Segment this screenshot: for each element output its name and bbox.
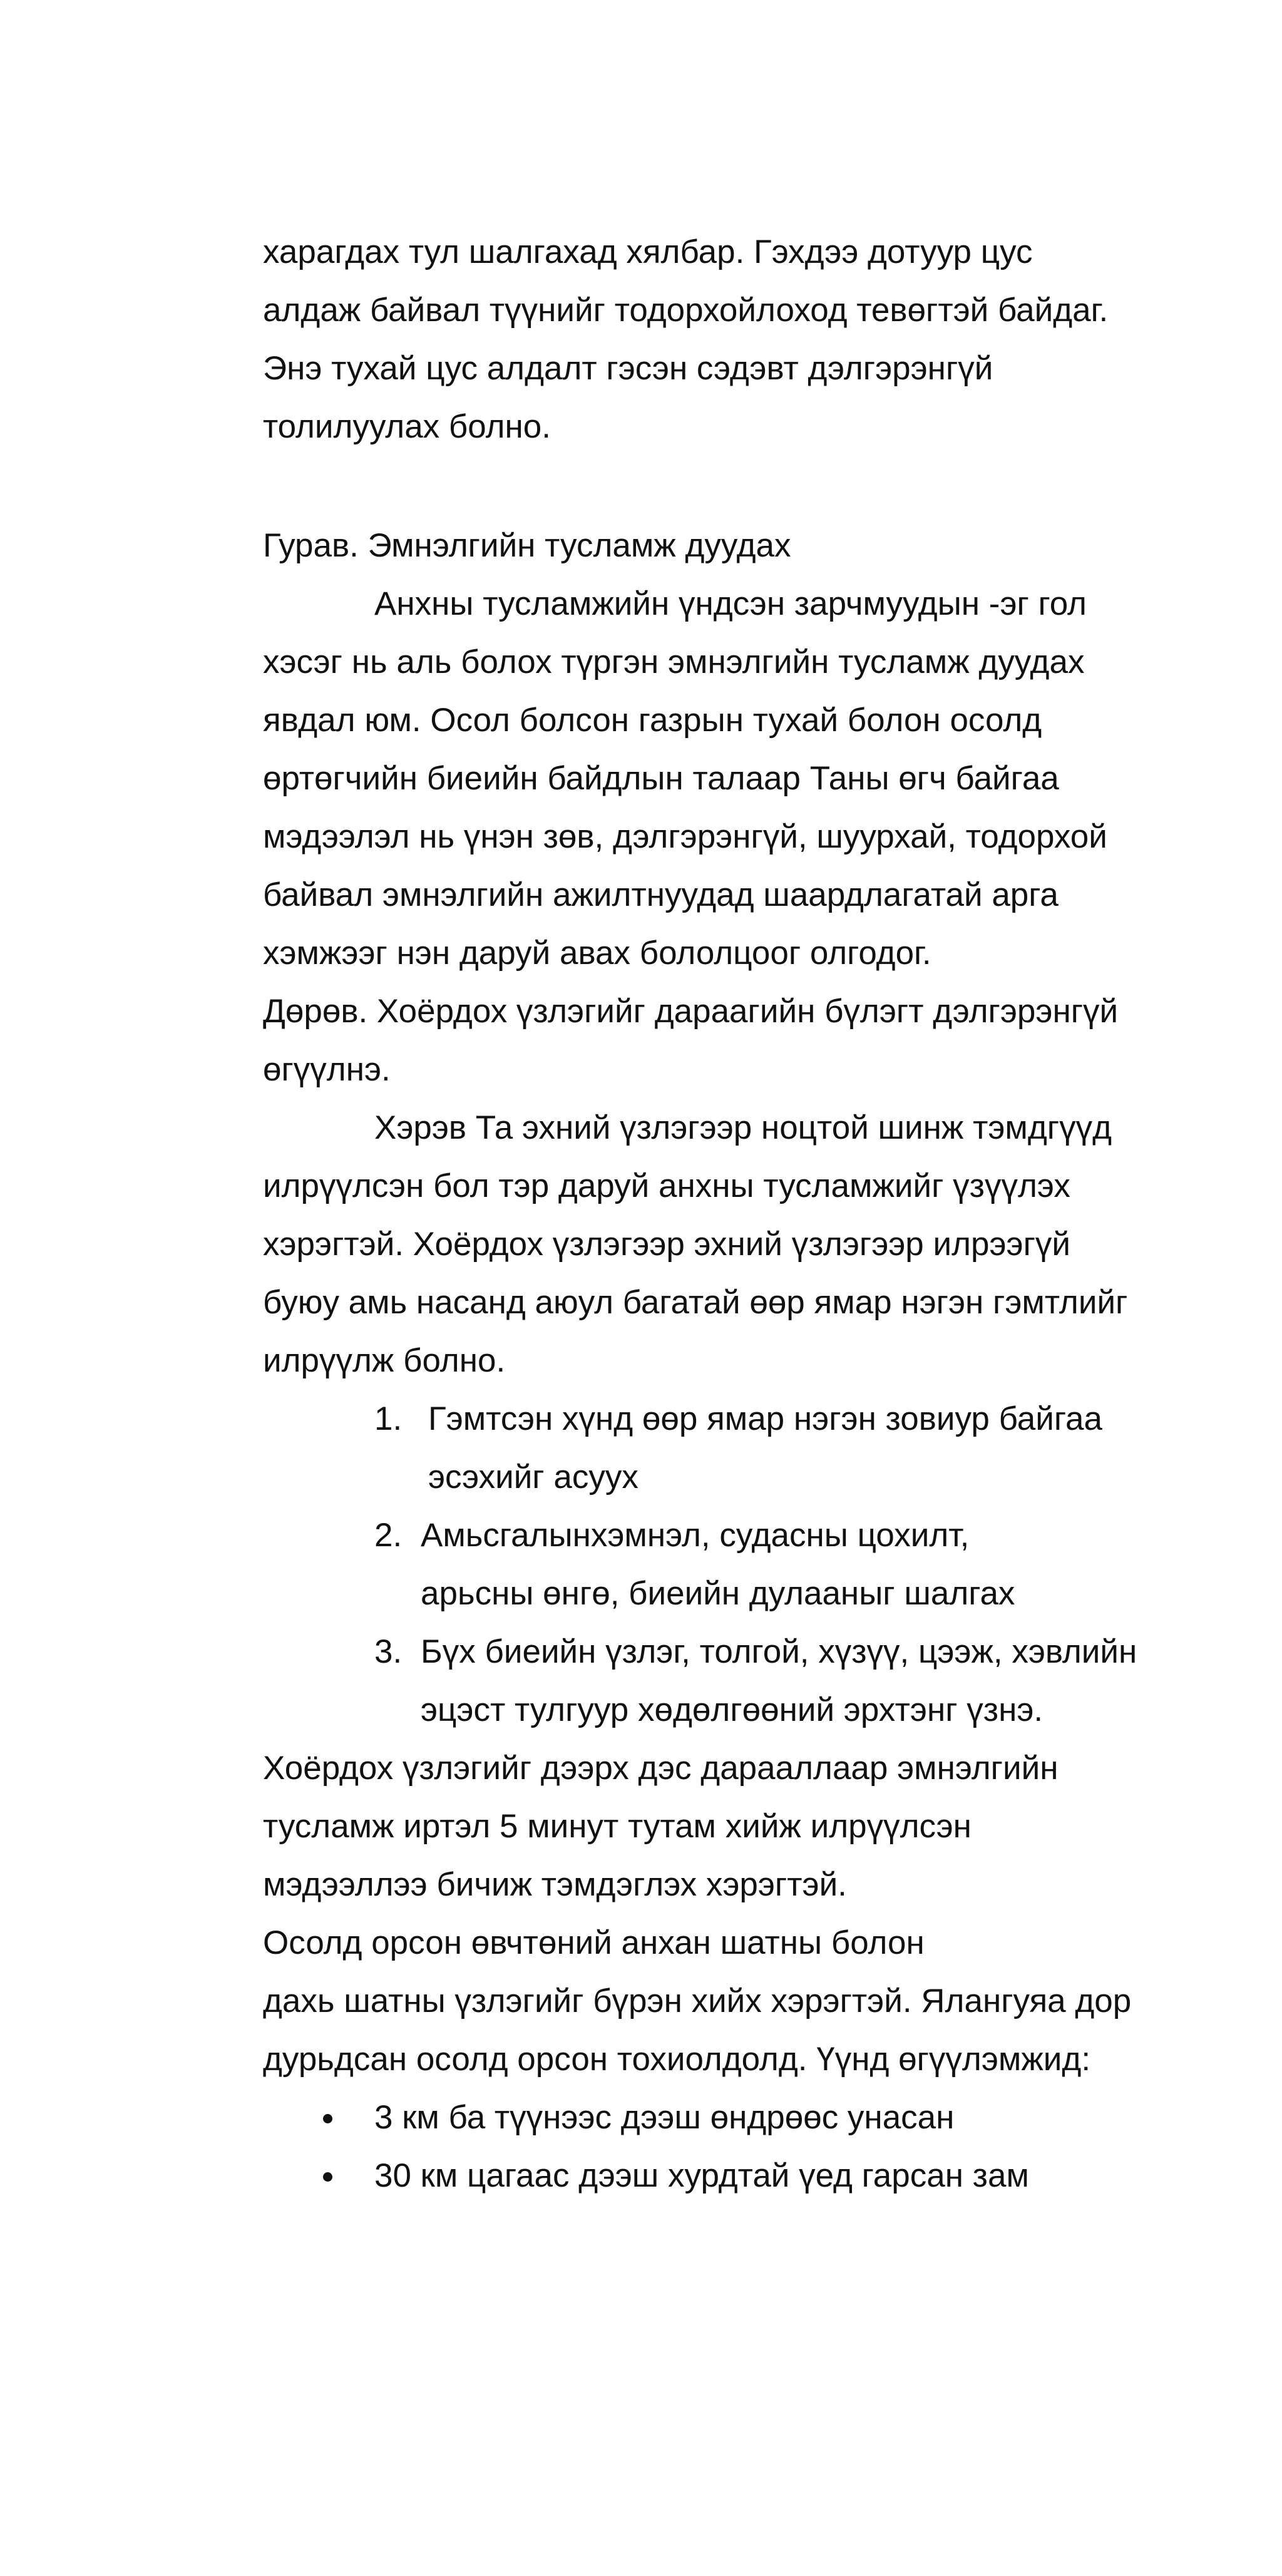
list-item-text: 30 км цагаас дээш хурдтай үед гарсан зам [374, 2157, 1029, 2194]
text-line: алдаж байвал түүнийг тодорхойлоход тевөгтэй байдаг. [263, 292, 1109, 329]
text-line: дахь шатны үзлэгийг бүрэн хийх хэрэгтэй. Ялангуяа дор [263, 1983, 1132, 2019]
bullet-icon [323, 2114, 332, 2123]
text-line: хэсэг нь аль болох түргэн эмнэлгийн тусламж дуудах [263, 644, 1085, 680]
text-line: харагдах тул шалгахад хялбар. Гэхдээ дотуур цус [263, 233, 1033, 270]
list-item-text: эсэхийг асуух [428, 1459, 638, 1496]
text-line: байвал эмнэлгийн ажилтнуудад шаардлагатай арга [263, 876, 1059, 913]
list-item-text: Бүх биеийн үзлэг, толгой, хүзүү, цээж, хэвлийн [421, 1633, 1137, 1670]
list-number: 3. [374, 1633, 403, 1670]
text-line: илрүүлсэн бол тэр даруй анхны тусламжийг үзүүлэх [263, 1167, 1070, 1204]
list-item-text: арьсны өнгө, биеийн дулааныг шалгах [421, 1575, 1015, 1612]
list-item-text: эцэст тулгуур хөдөлгөөний эрхтэнг үзнэ. [421, 1691, 1044, 1728]
text-line: явдал юм. Осол болсон газрын тухай болон осолд [263, 702, 1042, 739]
section-heading: өгүүлнэ. [263, 1051, 391, 1088]
text-line: мэдээллээ бичиж тэмдэглэх хэрэгтэй. [263, 1866, 847, 1903]
text-line: Осолд орсон өвчтөний анхан шатны болон [263, 1924, 925, 1961]
text-line: хэмжээг нэн даруй авах бололцоог олгодог. [263, 935, 931, 972]
text-line: толилуулах болно. [263, 408, 551, 445]
section-heading: Гурав. Эмнэлгийн тусламж дуудах [263, 527, 791, 564]
text-line: дурьдсан осолд орсон тохиолдолд. Үүнд өгүүлэмжид: [263, 2041, 1091, 2078]
list-item-text: Амьсгалынхэмнэл, судасны цохилт, [421, 1517, 970, 1554]
list-item-text: Гэмтсэн хүнд өөр ямар нэгэн зовиур байгаа [428, 1400, 1102, 1437]
list-number: 2. [374, 1517, 403, 1554]
text-line: хэрэгтэй. Хоёрдох үзлэгээр эхний үзлэгээр илрээгүй [263, 1226, 1071, 1263]
text-line: Анхны тусламжийн үндсэн зарчмуудын -эг гол [374, 585, 1087, 622]
text-line: илрүүлж болно. [263, 1342, 506, 1379]
text-line: буюу амь насанд аюул багатай өөр ямар нэгэн гэмтлийг [263, 1284, 1128, 1321]
text-line: өртөгчийн биеийн байдлын талаар Таны өгч байгаа [263, 760, 1059, 797]
text-line: тусламж иртэл 5 минут тутам хийж илрүүлсэн [263, 1808, 972, 1845]
section-heading: Дөрөв. Хоёрдох үзлэгийг дараагийн бүлэгт дэлгэрэнгүй [263, 993, 1119, 1030]
text-line: Энэ тухай цус алдалт гэсэн сэдэвт дэлгэрэнгүй [263, 350, 993, 387]
list-item-text: 3 км ба түүнээс дээш өндрөөс унасан [374, 2099, 955, 2136]
list-number: 1. [374, 1400, 403, 1437]
bullet-icon [323, 2172, 332, 2182]
text-line: Хэрэв Та эхний үзлэгээр ноцтой шинж тэмдгүүд [374, 1109, 1112, 1146]
text-line: мэдээлэл нь үнэн зөв, дэлгэрэнгүй, шуурхай, тодорхой [263, 818, 1107, 855]
text-line: Хоёрдох үзлэгийг дээрх дэс дарааллаар эмнэлгийн [263, 1750, 1059, 1787]
